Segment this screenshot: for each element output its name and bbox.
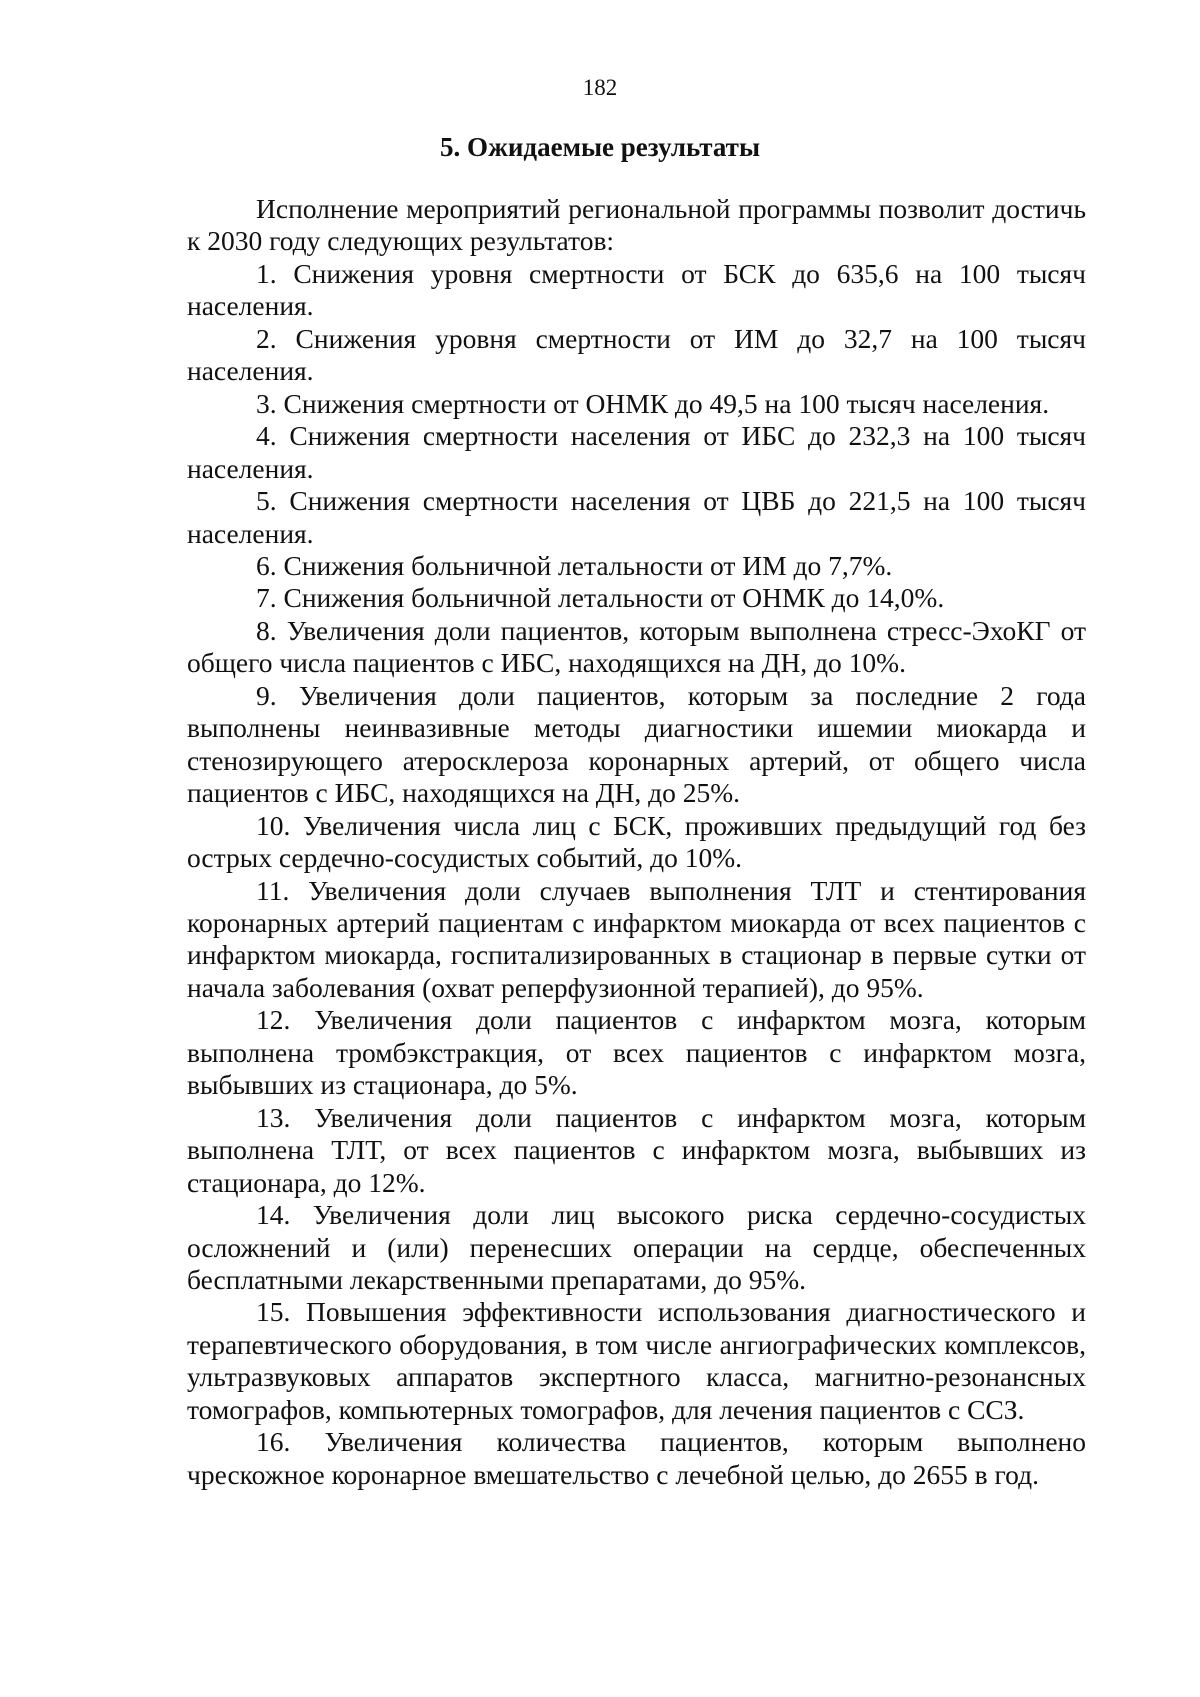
result-item-12: 12. Увеличения доли пациентов с инфарктом мозга, которым выполнена тромбэкстракция, от всех пациентов с инфарктом мозга, выбывших из стационара, до 5%. [187,1004,1086,1101]
result-item-11: 11. Увеличения доли случаев выполнения ТЛТ и стентирования коронарных артерий пациентам с инфарктом миокарда от всех пациентов с инфарктом миокарда, госпитализированных в стационар в первые сутки от начала заболевания (охват реперфузионной терапией), до 95%. [187,874,1086,1003]
result-item-3: 3. Снижения смертности от ОНМК до 49,5 на 100 тысяч населения. [256,387,1050,419]
section-title: 5. Ожидаемые результаты [439,132,761,162]
result-item-6: 6. Снижения больничной летальности от ИМ до 7,7%. [256,549,893,581]
page-number: 182 [582,75,618,100]
intro-paragraph: Исполнение мероприятий региональной программы позволит достичь к 2030 году следующих результатов: [187,193,1086,257]
result-item-14: 14. Увеличения доли лиц высокого риска сердечно-сосудистых осложнений и (или) перенесших операции на сердце, обеспеченных бесплатными лекарственными препаратами, до 95%. [187,1199,1086,1295]
result-item-2: 2. Снижения уровня смертности от ИМ до 32,7 на 100 тысяч населения. [187,322,1086,387]
results-body [187,193,1086,1491]
result-item-5: 5. Снижения смертности населения от ЦВБ до 221,5 на 100 тысяч населения. [187,485,1086,549]
result-item-15: 15. Повышения эффективности использования диагностического и терапевтического оборудования, в том числе ангиографических комплексов, ультразвуковых аппаратов экспертного класса, магнитно-резонансных томографов, компьютерных томографов, для лечения пациентов с ССЗ. [187,1296,1086,1425]
result-item-7: 7. Снижения больничной летальности от ОНМК до 14,0%. [256,582,945,614]
result-item-13: 13. Увеличения доли пациентов с инфарктом мозга, которым выполнена ТЛТ, от всех пациентов с инфарктом мозга, выбывших из стационара, до 12%. [187,1101,1086,1198]
result-item-4: 4. Снижения смертности населения от ИБС до 232,3 на 100 тысяч населения. [187,420,1086,484]
result-item-10: 10. Увеличения числа лиц с БСК, проживших предыдущий год без острых сердечно-сосудистых событий, до 10%. [187,809,1086,874]
result-item-1: 1. Снижения уровня смертности от БСК до 635,6 на 100 тысяч населения. [187,257,1086,322]
result-item-16: 16. Увеличения количества пациентов, которым выполнено чрескожное коронарное вмешательство с лечебной целью, до 2655 в год. [187,1426,1086,1490]
result-item-9: 9. Увеличения доли пациентов, которым за последние 2 года выполнены неинвазивные методы диагностики ишемии миокарда и стенозирующего атеросклероза коронарных артерий, от общего числа пациентов с ИБС, находящихся на ДН, до 25%. [187,679,1086,809]
result-item-8: 8. Увеличения доли пациентов, которым выполнена стресс-ЭхоКГ от общего числа пациентов с ИБС, находящихся на ДН, до 10%. [187,614,1086,679]
